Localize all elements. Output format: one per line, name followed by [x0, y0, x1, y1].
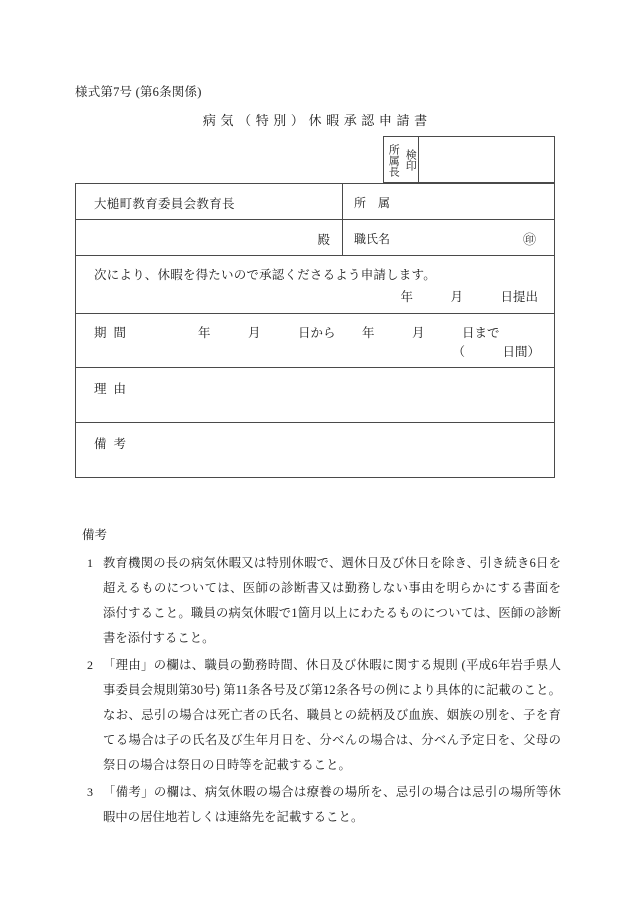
addressee-honorific: 殿: [317, 233, 330, 247]
period-total-days-field[interactable]: （ 日間）: [452, 345, 540, 359]
stamp-column-inspection-seal-label: 検印: [404, 149, 417, 171]
stamp-column-affiliation-head: [384, 137, 401, 182]
approval-stamp-box: [383, 136, 555, 183]
period-to-field[interactable]: 年 月 日まで: [362, 326, 500, 340]
document-title: 病気（特別）休暇承認申請書: [202, 113, 432, 128]
stamp-column-affiliation-head-label: 所属長: [387, 143, 400, 177]
table-row-applicant: [76, 220, 554, 256]
notes-heading: 備考: [82, 528, 108, 542]
remarks-label: 備考: [94, 437, 134, 451]
note-item: [75, 780, 561, 830]
job-name-cell[interactable]: [343, 220, 554, 255]
reason-label: 理由: [94, 382, 134, 396]
table-row-addressee: [76, 184, 554, 220]
note-item: [75, 653, 561, 778]
table-row-remarks[interactable]: [76, 423, 554, 478]
affiliation-cell[interactable]: [343, 184, 554, 219]
period-from-field[interactable]: 年 月 日から: [198, 326, 336, 340]
addressee-honorific-cell: [76, 220, 343, 255]
note-number: 2: [87, 658, 93, 672]
addressee-cell: [76, 184, 343, 219]
application-form-table: [75, 183, 555, 478]
request-statement: 次により、休暇を得たいので承認くださるよう申請します。: [94, 268, 436, 282]
stamp-signature-area[interactable]: [419, 137, 554, 182]
stamp-label-group: [384, 137, 419, 182]
note-text: 「理由」の欄は、職員の勤務時間、休日及び休暇に関する規則 (平成6年岩手県人事委員会規則第30号) 第11条各号及び第12条各号の例により具体的に記載のこと。なお、忌引の場合は死亡者の氏名、職員との続柄及び血族、姻族の別を、子を育てる場合は子の氏名及び生年月日を、分べんの場合は、分べん予定日を、父母の祭日の場合は祭日の日時等を記載すること。: [103, 658, 561, 772]
job-name-label: 職氏名: [354, 232, 391, 246]
reason-cell[interactable]: [76, 368, 554, 422]
table-row-period: [76, 314, 554, 368]
note-text: 「備考」の欄は、病気休暇の場合は療養の場所を、忌引の場合は忌引の場所等休暇中の居住地若しくは連絡先を記載すること。: [103, 785, 561, 824]
addressee-text: 大槌町教育委員会教育長: [94, 197, 235, 211]
stamp-column-inspection-seal: [401, 137, 418, 182]
submission-date-field[interactable]: 年 月 日提出: [400, 290, 538, 304]
notes-section: [75, 525, 561, 832]
remarks-cell[interactable]: [76, 423, 554, 477]
seal-icon: ㊞: [522, 232, 536, 247]
table-row-request: [76, 256, 554, 314]
affiliation-label: 所 属: [354, 196, 391, 210]
request-cell: [76, 256, 554, 313]
note-text: 教育機関の長の病気休暇又は特別休暇で、週休日及び休日を除き、引き続き6日を超えるものについては、医師の診断書又は勤務しない事由を明らかにする書面を添付すること。職員の病気休暇で1箇月以上にわたるものについては、医師の診断書を添付すること。: [103, 556, 561, 645]
table-row-reason[interactable]: [76, 368, 554, 423]
period-label: 期間: [94, 326, 134, 340]
form-number-label: 様式第7号 (第6条関係): [75, 85, 202, 99]
note-number: 1: [87, 556, 93, 570]
note-item: [75, 551, 561, 651]
period-cell: [76, 314, 554, 367]
note-number: 3: [87, 785, 93, 799]
